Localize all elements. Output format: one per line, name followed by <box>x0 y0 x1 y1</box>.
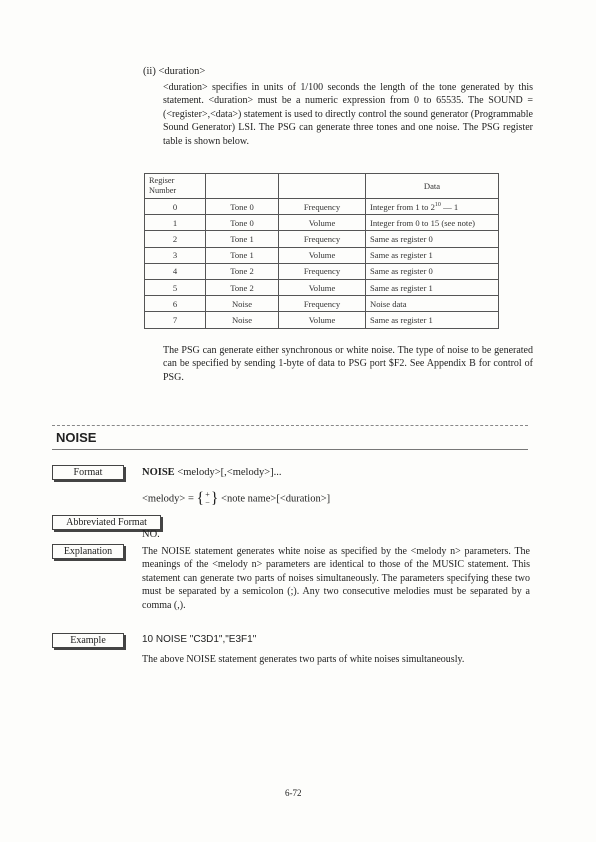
header-data: Data <box>366 174 499 199</box>
section-heading: (ii) <duration> <box>143 66 206 77</box>
register-number-cell: 2 <box>145 231 206 247</box>
divider-top <box>52 425 528 426</box>
type-cell: Frequency <box>279 263 366 279</box>
brace-right: } <box>210 490 219 507</box>
melody-term: <melody> = <box>142 493 194 505</box>
register-number-cell: 6 <box>145 296 206 312</box>
divider-bottom <box>52 449 528 450</box>
type-cell: Volume <box>279 279 366 295</box>
tone-cell: Tone 2 <box>206 279 279 295</box>
abbreviated-format-label: Abbreviated Format <box>52 515 161 530</box>
format-syntax <box>142 467 281 478</box>
data-cell <box>366 312 499 328</box>
melody-definition <box>142 490 330 508</box>
register-number-cell: 3 <box>145 247 206 263</box>
tone-cell: Tone 1 <box>206 247 279 263</box>
psg-paragraph: The PSG can generate either synchronous or white noise. The type of noise to be generated can be specified by sending 1-byte of data to PSG port $F2. See Appendix B for control of PSG. <box>163 345 533 383</box>
type-cell: Frequency <box>279 296 366 312</box>
data-text: Same as register 0 <box>370 266 433 277</box>
tone-cell: Tone 0 <box>206 199 279 215</box>
data-text: Same as register 1 <box>370 282 433 293</box>
type-cell: Volume <box>279 215 366 231</box>
duration-paragraph: <duration> specifies in units of 1/100 seconds the length of the tone generated by this statement. <duration> must be a numeric expression from 0 to 65535. The SOUND = (<register>,<data>) statement is used to directly control the sound generator (Programmable Sound Generator) LSI. The PSG can generate three tones and one noise. The PSG register table is shown below. <box>163 82 533 147</box>
data-text: Same as register 1 <box>370 314 433 325</box>
data-text: Integer from 0 to 15 (see note) <box>370 217 475 228</box>
data-text: Noise data <box>370 298 407 309</box>
register-number-cell: 5 <box>145 279 206 295</box>
table-row <box>145 296 499 312</box>
register-number-cell: 4 <box>145 263 206 279</box>
register-number-cell: 7 <box>145 312 206 328</box>
minus-sign: − <box>205 498 210 507</box>
brace-left: { <box>196 490 205 507</box>
tone-cell: Tone 0 <box>206 215 279 231</box>
data-text-suffix: — 1 <box>440 201 459 212</box>
tone-cell: Tone 2 <box>206 263 279 279</box>
data-exponent: 10 <box>434 201 441 208</box>
data-cell <box>366 263 499 279</box>
table-row <box>145 279 499 295</box>
table-row <box>145 247 499 263</box>
format-keyword: NOISE <box>142 467 175 478</box>
type-cell: Volume <box>279 312 366 328</box>
header-register-number: Regiser Number <box>145 174 206 199</box>
data-cell <box>366 199 499 215</box>
example-label: Example <box>52 633 124 648</box>
page-number: 6-72 <box>285 788 302 798</box>
table-header-row <box>145 174 499 199</box>
sign-stack <box>205 491 210 507</box>
register-number-cell: 1 <box>145 215 206 231</box>
abbreviated-format-text: NO. <box>142 529 160 540</box>
table-row <box>145 215 499 231</box>
explanation-paragraph: The NOISE statement generates white noise as specified by the <melody n> parameters. The meanings of the <melody n> parameters are identical to those of the MUSIC statement. This statement can generate two parts of noises simultaneously. The parameters specifying these two must be separated by a semicolon (;). Any two consecutive melodies must be separated by a comma (,). <box>142 546 530 611</box>
section-title: NOISE <box>56 430 97 445</box>
data-cell <box>366 215 499 231</box>
header-blank-2 <box>279 174 366 199</box>
tone-cell: Noise <box>206 312 279 328</box>
table-row <box>145 312 499 328</box>
type-cell: Volume <box>279 247 366 263</box>
data-cell <box>366 247 499 263</box>
table-row <box>145 199 499 215</box>
table-row <box>145 231 499 247</box>
format-params: <melody>[,<melody>]... <box>174 467 282 478</box>
tone-cell: Noise <box>206 296 279 312</box>
format-label: Format <box>52 465 124 480</box>
data-cell <box>366 296 499 312</box>
table-row <box>145 263 499 279</box>
data-cell <box>366 231 499 247</box>
example-description: The above NOISE statement generates two parts of white noises simultaneously. <box>142 654 465 665</box>
type-cell: Frequency <box>279 231 366 247</box>
tone-cell: Tone 1 <box>206 231 279 247</box>
data-text: Integer from 1 to 2 <box>370 201 435 212</box>
data-text: Same as register 1 <box>370 250 433 261</box>
explanation-label: Explanation <box>52 544 124 559</box>
note-term: <note name>[<duration>] <box>221 493 331 505</box>
plus-sign: + <box>205 490 210 499</box>
example-code: 10 NOISE "C3D1","E3F1" <box>142 634 257 645</box>
register-number-cell: 0 <box>145 199 206 215</box>
data-cell <box>366 279 499 295</box>
psg-register-table <box>144 173 499 329</box>
data-text: Same as register 0 <box>370 233 433 244</box>
type-cell: Frequency <box>279 199 366 215</box>
header-blank-1 <box>206 174 279 199</box>
